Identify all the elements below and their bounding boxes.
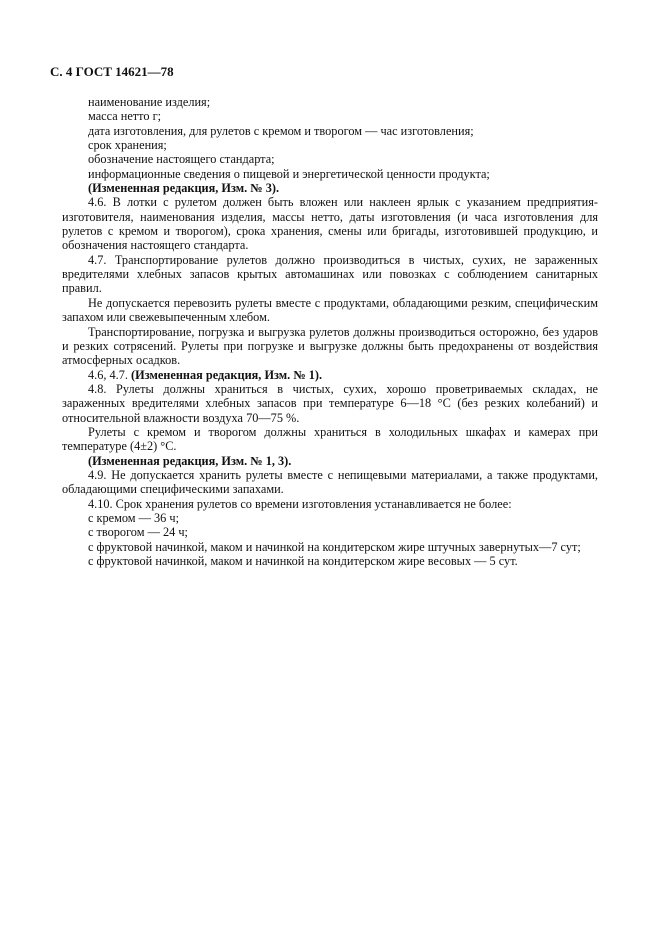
- paragraph: [62, 368, 598, 382]
- document-body: [62, 95, 598, 568]
- paragraph: [62, 554, 598, 568]
- paragraph: [62, 511, 598, 525]
- amendment-note: (Измененная редакция, Изм. № 3).: [88, 181, 280, 196]
- paragraph: [62, 425, 598, 454]
- paragraph: [62, 525, 598, 539]
- paragraph: [62, 325, 598, 368]
- paragraph: [62, 296, 598, 325]
- paragraph: [62, 195, 598, 252]
- paragraph-text: масса нетто г;: [88, 109, 162, 124]
- amendment-note: (Измененная редакция, Изм. № 1, 3).: [88, 453, 292, 468]
- paragraph: [62, 468, 598, 497]
- paragraph: [62, 124, 598, 138]
- paragraph: [62, 540, 598, 554]
- amendment-note: (Измененная редакция, Изм. № 1).: [131, 367, 323, 382]
- paragraph-text: Рулеты с кремом и творогом должны храниться в холодильных шкафах и камерах при температуре (4±2) °С.: [62, 424, 598, 454]
- paragraph-text: 4.9. Не допускается хранить рулеты вместе с непищевыми материалами, а также продуктами, обладающими специфическими запахами.: [62, 467, 598, 497]
- paragraph: [62, 138, 598, 152]
- paragraph-text: с кремом — 36 ч;: [88, 510, 180, 525]
- paragraph-text: 4.6. В лотки с рулетом должен быть вложен или наклеен ярлык с указанием предприятия-изготовителя, наименования изделия, массы нетто, даты изготовления (и часа изготовления для рулетов с кремом и творогом), срока хранения, смены или бригады, изготовившей продукцию, и обозначения настоящего стандарта.: [62, 195, 598, 253]
- paragraph-text: Транспортирование, погрузка и выгрузка рулетов должны производиться осторожно, без ударов и резких сотрясений. Рулеты при погрузке и выгрузке должны быть предохранены от воздействия атмосферных осадков.: [62, 324, 598, 368]
- page-header: С. 4 ГОСТ 14621—78: [50, 64, 174, 79]
- paragraph-text: Не допускается перевозить рулеты вместе с продуктами, обладающими резким, специфическим запахом или свежевыпеченным хлебом.: [62, 295, 598, 325]
- paragraph-text: 4.7. Транспортирование рулетов должно производиться в чистых, сухих, не зараженных вредителями хлебных запасов крытых автомашинах или повозках с соблюдением санитарных правил.: [62, 252, 598, 296]
- paragraph: [62, 253, 598, 296]
- paragraph-text: обозначение настоящего стандарта;: [88, 152, 275, 167]
- paragraph: [62, 167, 598, 181]
- paragraph-text: дата изготовления, для рулетов с кремом и творогом — час изготовления;: [88, 123, 474, 138]
- paragraph: [62, 95, 598, 109]
- paragraph: [62, 109, 598, 123]
- paragraph-text: с творогом — 24 ч;: [88, 525, 188, 540]
- paragraph-text: 4.8. Рулеты должны храниться в чистых, сухих, хорошо проветриваемых складах, не зараженных вредителями хлебных запасов при температуре 6—18 °С (без резких колебаний) и относительной влажности воздуха 70—75 %.: [62, 381, 598, 425]
- paragraph-text: 4.10. Срок хранения рулетов со времени изготовления устанавливается не более:: [88, 496, 512, 511]
- paragraph: [62, 181, 598, 195]
- paragraph: [62, 382, 598, 425]
- paragraph: [62, 152, 598, 166]
- paragraph-text: срок хранения;: [88, 138, 167, 153]
- paragraph: [62, 497, 598, 511]
- paragraph-text: с фруктовой начинкой, маком и начинкой на кондитерском жире штучных завернутых—7 сут;: [88, 539, 581, 554]
- paragraph: [62, 454, 598, 468]
- paragraph-text: наименование изделия;: [88, 95, 211, 109]
- paragraph-text: информационные сведения о пищевой и энергетической ценности продукта;: [88, 166, 490, 181]
- paragraph-text: 4.6, 4.7.: [88, 367, 132, 382]
- paragraph-text: с фруктовой начинкой, маком и начинкой на кондитерском жире весовых — 5 сут.: [88, 554, 518, 568]
